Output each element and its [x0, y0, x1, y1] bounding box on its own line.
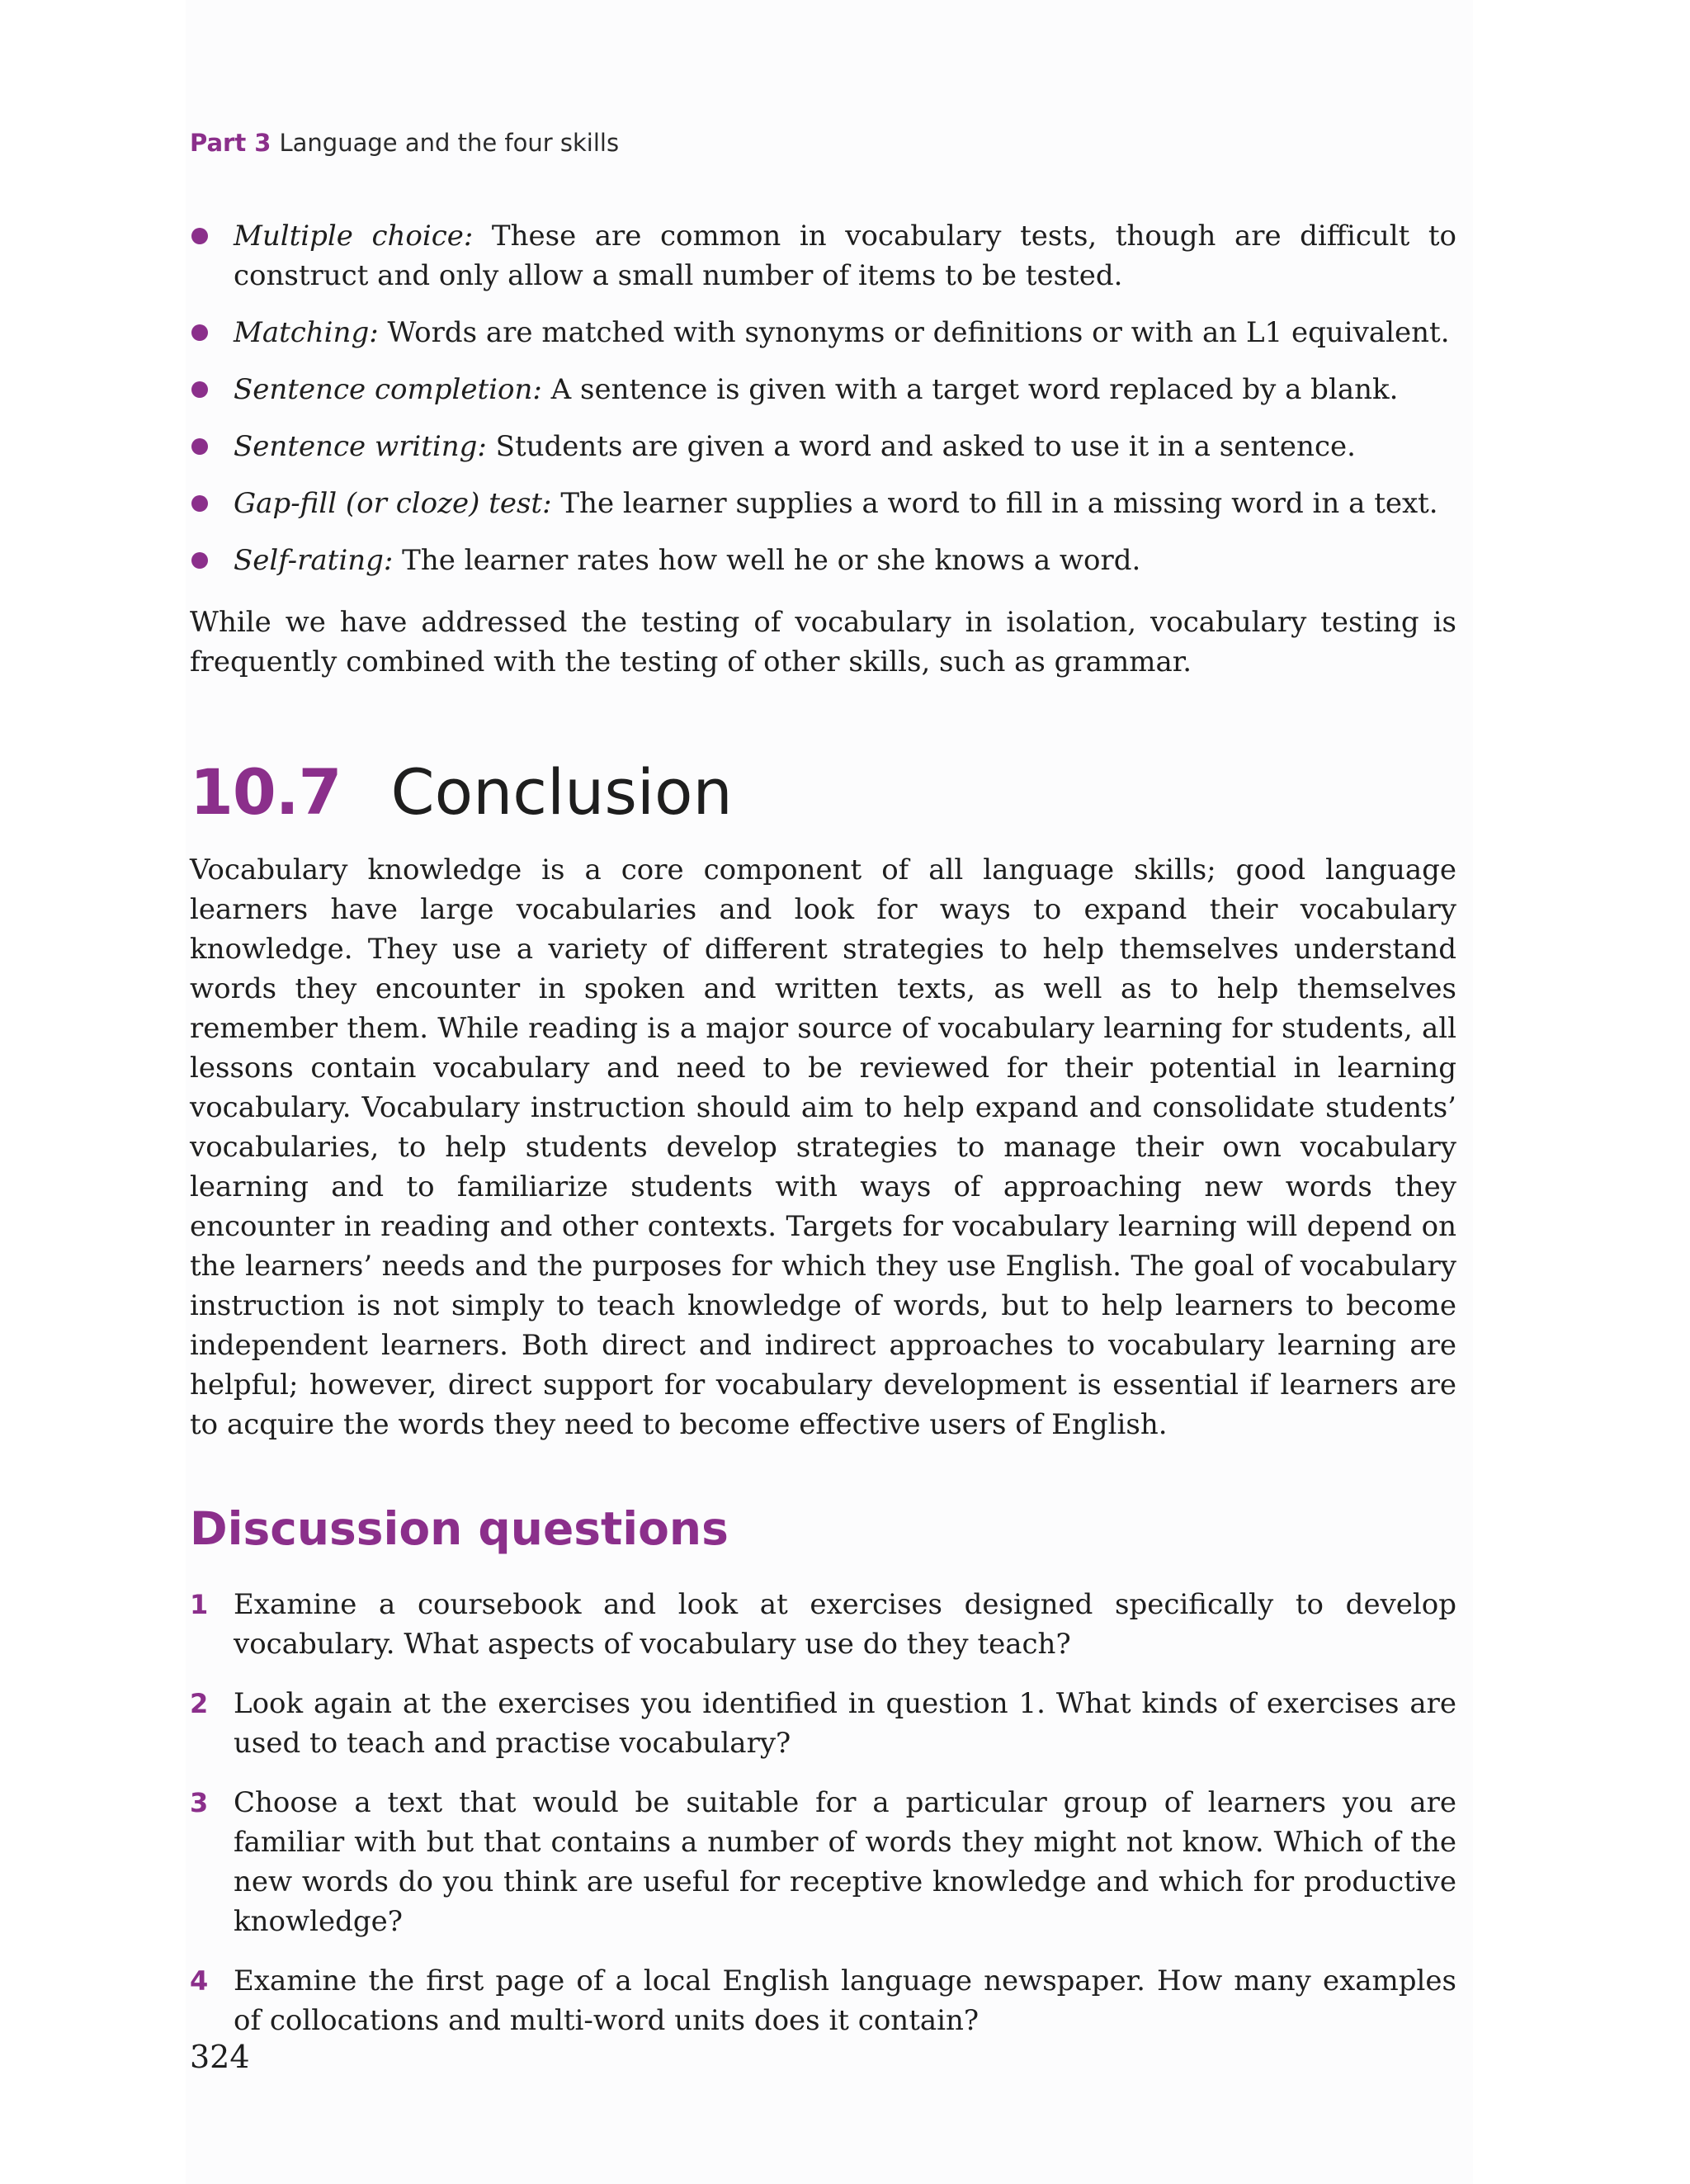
page-number: 324 — [190, 2039, 250, 2075]
bullet-icon — [191, 381, 208, 398]
bullet-icon — [191, 552, 208, 569]
running-head-part: Part 3 — [190, 129, 271, 157]
list-item-text: A sentence is given with a target word replaced by a blank. — [541, 373, 1399, 406]
question-text: Examine the first page of a local English language newspaper. How many examples of collocations and multi-word units does it contain? — [234, 1964, 1456, 2037]
list-item — [190, 484, 1456, 523]
list-item-text: The learner rates how well he or she knows a word. — [393, 544, 1141, 577]
running-head — [190, 129, 619, 157]
conclusion-paragraph: Vocabulary knowledge is a core component of all language skills; good language learners have large vocabularies and look for ways to expand their vocabulary knowledge. They use a variety of different strategies to help themselves understand words they encounter in spoken and written texts, as well as to help themselves remember them. While reading is a major source of vocabulary learning for students, all lessons contain vocabulary and need to be reviewed for their potential in learning vocabulary. Vocabulary instruction should aim to help expand and consolidate students’ vocabularies, to help students develop strategies to manage their own vocabulary learning and to familiarize students with ways of approaching new words they encounter in reading and other contexts. Targets for vocabulary learning will depend on the learners’ needs and the purposes for which they use English. The goal of vocabulary instruction is not simply to teach knowledge of words, but to help learners to become independent learners. Both direct and indirect approaches to vocabulary learning are helpful; however, direct support for vocabulary development is essential if learners are to acquire the words they need to become effective users of English. — [190, 853, 1456, 1441]
list-item-text: The learner supplies a word to fill in a missing word in a text. — [551, 487, 1438, 520]
bullet-icon — [191, 438, 208, 455]
list-item-term: Gap-fill (or cloze) test: — [234, 487, 552, 520]
list-item-term: Self-rating: — [234, 544, 394, 577]
list-item — [190, 541, 1456, 580]
question-item — [190, 1961, 1456, 2040]
list-item-text: Students are given a word and asked to use it in a sentence. — [486, 430, 1356, 463]
question-text: Examine a coursebook and look at exercises designed specifically to develop vocabulary. What aspects of vocabulary use do they teach? — [234, 1588, 1456, 1661]
bullet-icon — [191, 495, 208, 512]
bullet-icon — [191, 228, 208, 244]
list-item — [190, 370, 1456, 409]
list-item-term: Matching: — [234, 316, 379, 349]
running-head-title: Language and the four skills — [279, 129, 620, 157]
bullet-icon — [191, 324, 208, 341]
body-paragraph: While we have addressed the testing of vocabulary in isolation, vocabulary testing is frequently combined with the testing of other skills, such as grammar. — [190, 606, 1456, 678]
section-title: Conclusion — [390, 755, 733, 829]
question-number: 4 — [190, 1965, 209, 1997]
question-number: 1 — [190, 1589, 209, 1620]
list-item — [190, 427, 1456, 466]
question-number: 3 — [190, 1787, 209, 1818]
question-number: 2 — [190, 1688, 209, 1719]
discussion-question-list — [190, 1585, 1456, 2060]
question-text: Choose a text that would be suitable for a particular group of learners you are familiar with but that contains a number of words they might not know. Which of the new words do you think are useful for receptive knowledge and which for productive knowledge? — [234, 1786, 1456, 1938]
list-item — [190, 313, 1456, 352]
question-item — [190, 1585, 1456, 1664]
section-heading — [190, 755, 733, 838]
question-text: Look again at the exercises you identified in question 1. What kinds of exercises are used to teach and practise vocabulary? — [234, 1687, 1456, 1760]
list-item-text: These are common in vocabulary tests, though are difficult to construct and only allow a small number of items to be tested. — [234, 220, 1456, 292]
question-item — [190, 1783, 1456, 1941]
test-type-list — [190, 216, 1456, 598]
list-item-term: Sentence completion: — [234, 373, 542, 406]
question-item — [190, 1684, 1456, 1763]
list-item-term: Sentence writing: — [234, 430, 487, 463]
list-item-term: Multiple choice: — [234, 220, 474, 253]
discussion-heading: Discussion questions — [190, 1502, 729, 1555]
list-item — [190, 216, 1456, 295]
list-item-text: Words are matched with synonyms or definitions or with an L1 equivalent. — [378, 316, 1450, 349]
section-number: 10.7 — [190, 755, 342, 829]
